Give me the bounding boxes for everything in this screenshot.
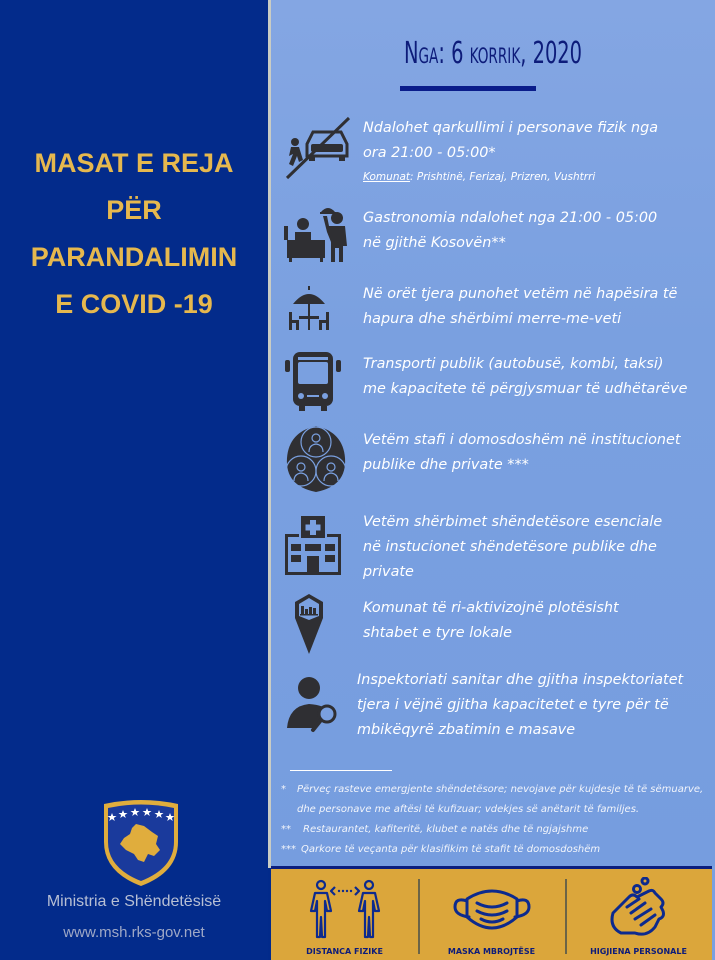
measure-line: shtabet e tyre lokale [363, 625, 513, 641]
prevention-label: HIGJIENA PERSONALE [590, 947, 687, 956]
physical-distance-icon [305, 877, 385, 941]
footnote-mark: *** [281, 844, 296, 855]
prevention-label: DISTANCA FIZIKE [306, 947, 383, 956]
measure-line: publike dhe private *** [363, 457, 529, 473]
face-mask-icon [447, 877, 537, 941]
prevention-item-distance [271, 869, 418, 960]
ministry-website[interactable]: www.msh.rks-gov.net [63, 924, 205, 941]
bus-icon [281, 348, 351, 418]
municipalities-list: : Prishtinë, Ferizaj, Prizren, Vushtrri [410, 171, 596, 183]
footnote [281, 820, 711, 840]
footnote-mark: * [281, 784, 286, 795]
footnote [281, 780, 711, 820]
title-line: MASAT E REJA [34, 148, 234, 178]
measure-line: Vetëm stafi i domosdoshëm në institucionet [363, 432, 681, 448]
municipalities-note [363, 168, 705, 186]
kosovo-coat-of-arms-icon [100, 798, 182, 888]
hand-washing-icon [599, 877, 679, 941]
measure-line: me kapacitete të përgjysmuar të udhëtarëve [363, 381, 688, 397]
footnote-line: Qarkore të veçanta për klasifikim të stafit të domosdoshëm [301, 844, 601, 855]
title-line: PËR [106, 195, 162, 225]
footnote-line: Përveç rasteve emergjente shëndetësore; nevojave për kujdesje të të sëmuarve, [297, 784, 704, 795]
inspector-search-icon [281, 672, 351, 742]
date-heading [333, 36, 653, 71]
measure-line: Gastronomia ndalohet nga 21:00 - 05:00 [363, 210, 658, 226]
outdoor-table-umbrella-icon [281, 278, 351, 348]
prevention-item-hygiene [565, 869, 712, 960]
date-prefix: Nga: [403, 36, 452, 71]
main-title [0, 140, 268, 328]
measure-line: Inspektoriati sanitar dhe gjitha inspektoriatet [357, 672, 684, 688]
footnote [281, 840, 711, 860]
title-line: PARANDALIMIN [30, 242, 238, 272]
date-underline [400, 86, 536, 91]
footnote-mark: ** [281, 824, 291, 835]
prevention-item-mask [418, 869, 565, 960]
prevention-label: MASKA MBROJTËSE [447, 947, 536, 956]
footnote-line: dhe personave me aftësi të kufizuar; vdekjes së anëtarit të familjes. [297, 804, 640, 815]
measure-line: private [363, 564, 414, 580]
measure-line: hapura dhe shërbimi merre-me-veti [363, 311, 622, 327]
footnotes [281, 780, 711, 860]
footnote-line: Restaurantet, kafiteritë, klubet e natës dhe të ngjajshme [303, 824, 589, 835]
ministry-name: Ministria e Shëndetësisë [46, 893, 222, 910]
measure-line: Vetëm shërbimet shëndetësore esenciale [363, 514, 663, 530]
measure-line: ora 21:00 - 05:00* [363, 145, 496, 161]
title-line: E COVID -19 [55, 289, 213, 319]
measure-line: në gjithë Kosovën** [363, 235, 506, 251]
measure-line: në instucionet shëndetësore publike dhe [363, 539, 657, 555]
location-pin-icon [281, 592, 351, 662]
measure-line: mbikëqyrë zbatimin e masave [357, 722, 576, 738]
measure-line: tjera i vëjnë gjitha kapacitetet e tyre për të [357, 697, 669, 713]
hospital-icon [281, 516, 351, 586]
measure-line: Transporti publik (autobusë, kombi, taksi) [363, 356, 664, 372]
staff-group-icon [281, 424, 351, 494]
measure-line: Në orët tjera punohet vetëm në hapësira të [363, 286, 678, 302]
measure-line: Ndalohet qarkullimi i personave fizik nga [363, 120, 659, 136]
prevention-bar [271, 866, 712, 960]
restaurant-waiter-icon [281, 202, 351, 272]
measure-line: Komunat të ri-aktivizojnë plotësisht [363, 600, 619, 616]
footnote-rule [290, 770, 392, 771]
municipalities-label: Komunat [363, 171, 411, 183]
no-pedestrian-traffic-icon [281, 112, 351, 182]
date-value: 6 korrik, 2020 [451, 36, 583, 71]
